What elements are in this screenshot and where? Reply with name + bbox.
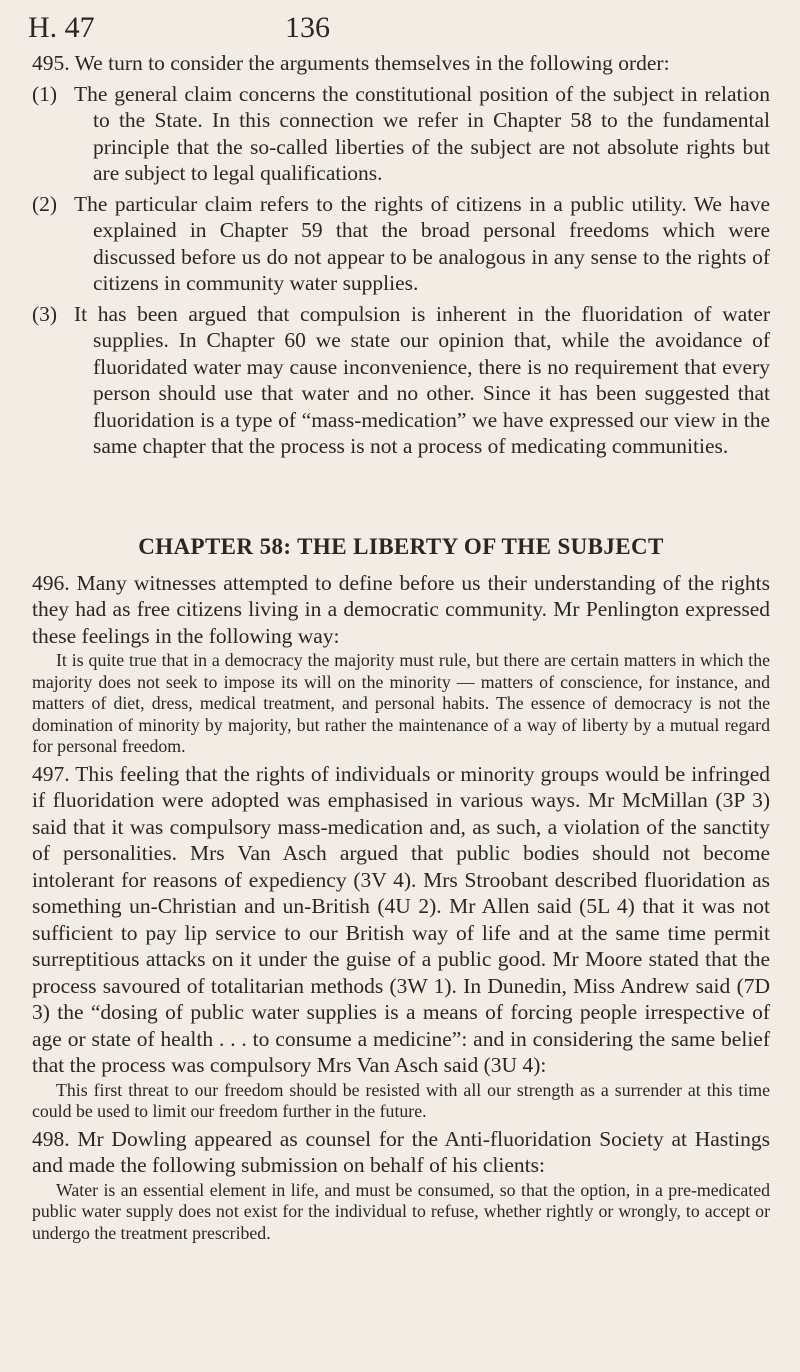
chapter-heading: CHAPTER 58: THE LIBERTY OF THE SUBJECT bbox=[138, 533, 664, 559]
paragraph-496: 496. Many witnesses attempted to define before us their understanding of the rights they had as free citizens living in a democratic community. Mr Penlington expressed these feelings in the following way: bbox=[32, 570, 770, 648]
list-item-text: The particular claim refers to the rights of citizens in a public utility. We have explained in Chapter 59 that the broad personal freedoms which were discussed before us do not appear to be analogous in any sense to the rights of citizens in community water supplies. bbox=[74, 191, 770, 295]
page-body bbox=[32, 50, 770, 1247]
page-header bbox=[28, 8, 800, 48]
report-reference: H. 47 bbox=[28, 11, 95, 44]
list-item bbox=[32, 191, 770, 297]
paragraph-498: 498. Mr Dowling appeared as counsel for the Anti-fluoridation Society at Hastings and made the following submission on behalf of his clients: bbox=[32, 1126, 770, 1177]
list-item-label: (2) bbox=[32, 191, 58, 216]
list-item bbox=[32, 81, 770, 187]
quotation-dowling: Water is an essential element in life, and must be consumed, so that the option, in a pre-medicated public water supply does not exist for the individual to refuse, whether rightly or wrongly, to accept or undergo the treatment prescribed. bbox=[32, 1179, 770, 1243]
list-item-label: (1) bbox=[32, 81, 58, 106]
list-item-text: It has been argued that compulsion is inherent in the fluoridation of water supplies. In Chapter 60 we state our opinion that, while the avoidance of fluoridated water may cause inconvenience, there is no requirement that every person should use that water and no other. Since it has been suggested that fluoridation is a type of “mass-medication” we have expressed our view in the same chapter that the process is not a process of medicating communities. bbox=[74, 301, 770, 458]
paragraph-495-intro: 495. We turn to consider the arguments themselves in the following order: bbox=[32, 51, 670, 75]
list-item-text: The general claim concerns the constitutional position of the subject in relation to the State. In this connection we refer in Chapter 58 to the fundamental principle that the so-called liberties of the subject are not absolute rights but are subject to legal qualifications. bbox=[74, 81, 770, 185]
page-number: 136 bbox=[285, 11, 330, 44]
list-item bbox=[32, 301, 770, 460]
list-item-label: (3) bbox=[32, 301, 58, 326]
quotation-penlington: It is quite true that in a democracy the majority must rule, but there are certain matters in which the majority does not seek to impose its will on the minority — matters of conscience, for instance, and matters of diet, dress, medical treatment, and personal habits. The essence of democracy is not the domination of minority by majority, but rather the maintenance of a way of liberty by a mutual regard for personal freedom. bbox=[32, 650, 770, 756]
paragraph-497: 497. This feeling that the rights of individuals or minority groups would be infringed if fluoridation were adopted was emphasised in various ways. Mr McMillan (3P 3) said that it was compulsory mass-medication and, as such, a violation of the sanctity of personalities. Mrs Van Asch argued that public bodies should not become intolerant for reasons of expediency (3V 4). Mrs Stroobant described fluoridation as something un-Christian and un-British (4U 2). Mr Allen said (5L 4) that it was not sufficient to pay lip service to our British way of life and at the same time permit surreptitious attacks on it under the guise of a public good. Mr Moore stated that the process savoured of totalitarian methods (3W 1). In Dunedin, Miss Andrew said (7D 3) the “dosing of public water supplies is a means of forcing people irrespective of age or state of health . . . to consume a medicine”: and in considering the same belief that the process was compulsory Mrs Van Asch said (3U 4): bbox=[32, 761, 770, 1077]
quotation-van-asch: This first threat to our freedom should be resisted with all our strength as a surrender at this time could be used to limit our freedom further in the future. bbox=[32, 1079, 770, 1121]
